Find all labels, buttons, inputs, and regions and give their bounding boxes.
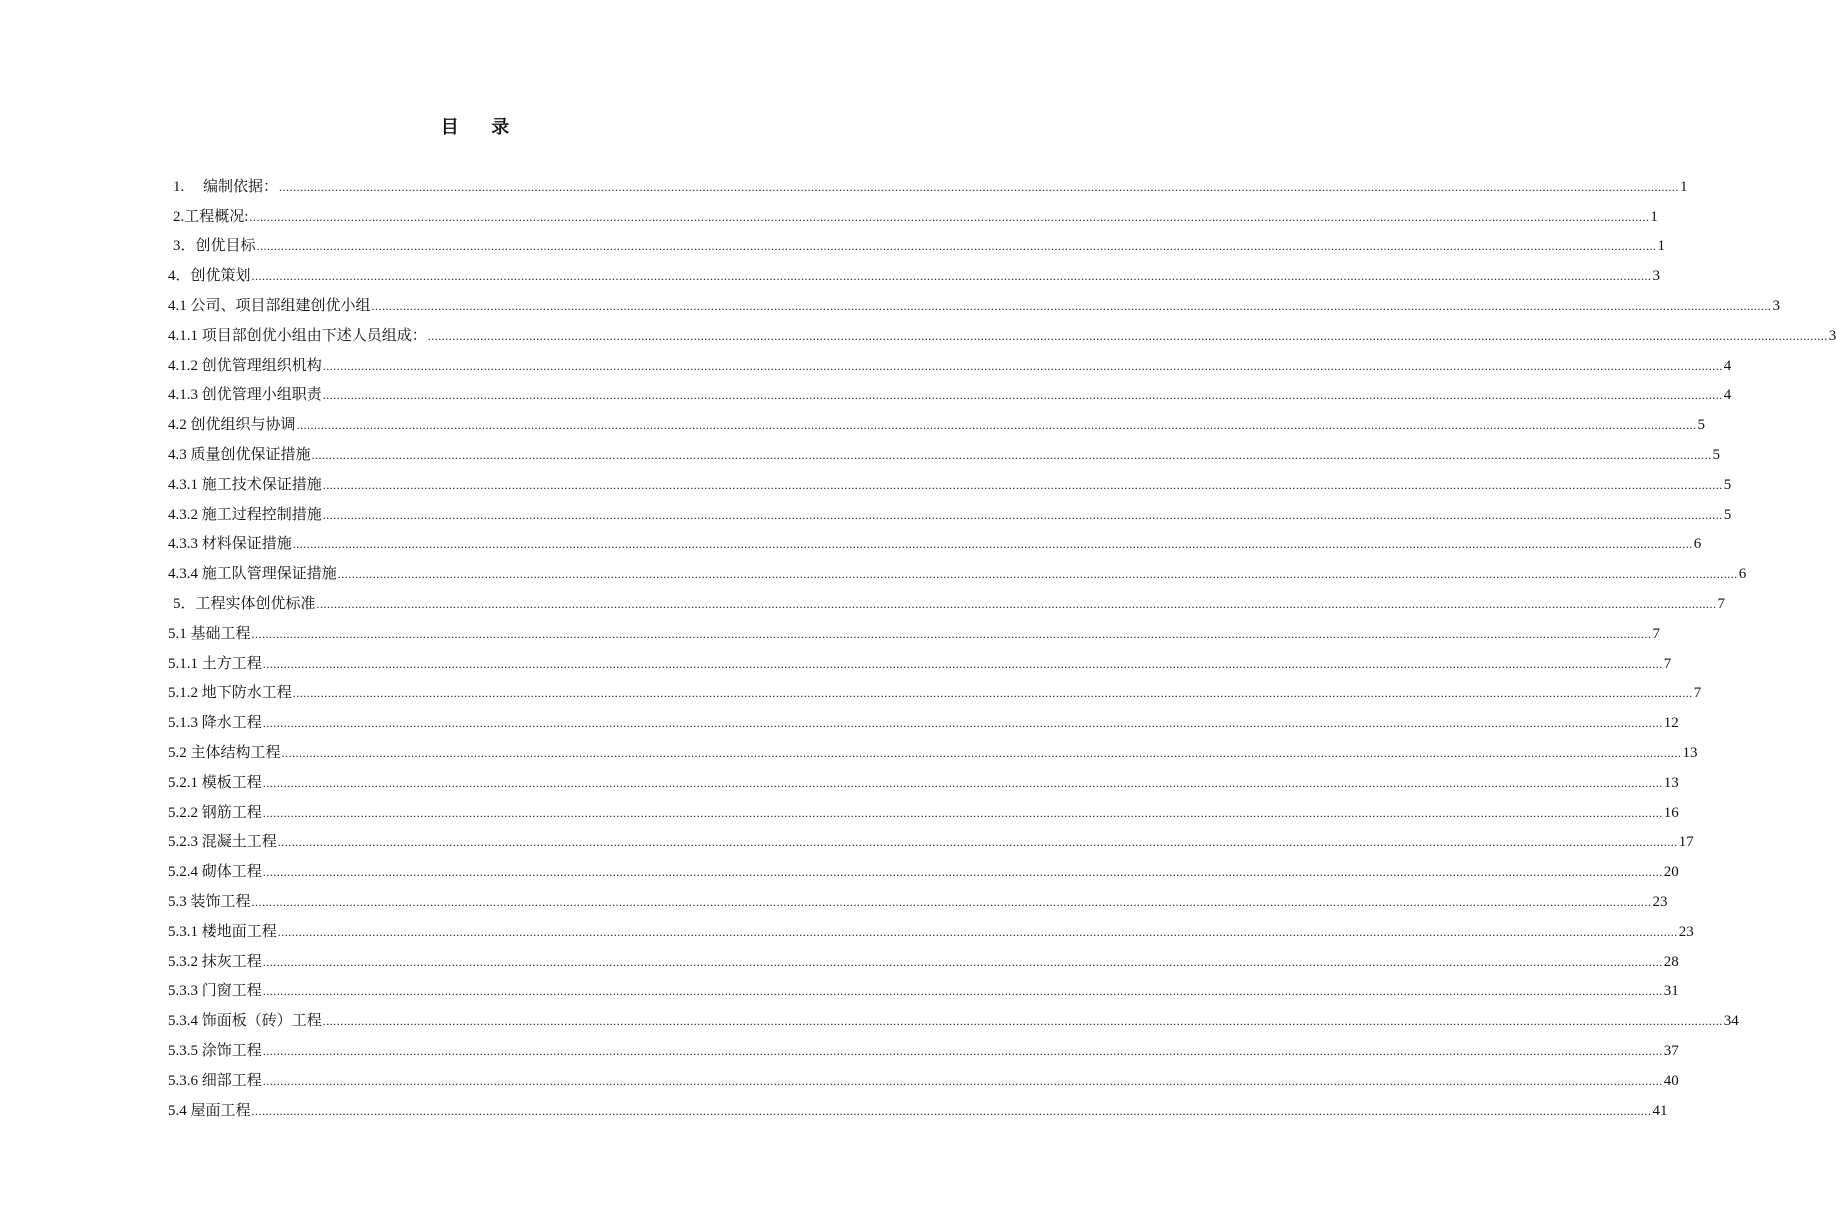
- toc-entry-page-number: 3: [1652, 268, 1661, 285]
- toc-entry-page-number: 7: [1663, 655, 1672, 672]
- toc-entry-label: 5.1.1 土方工程: [168, 655, 262, 672]
- toc-entry[interactable]: [168, 673, 1702, 703]
- toc-entry-label: 4.3.3 材料保证措施: [168, 536, 292, 553]
- toc-entry[interactable]: [168, 643, 1672, 673]
- toc-entry-label: 4.3.2 施工过程控制措施: [168, 506, 322, 523]
- toc-entry[interactable]: [168, 375, 1732, 405]
- toc-entry[interactable]: [168, 345, 1732, 375]
- toc-entry-page-number: 16: [1663, 804, 1679, 821]
- toc-entry-page-number: 23: [1652, 893, 1668, 910]
- toc-entry-label: 5.2.4 砌体工程: [168, 864, 262, 881]
- toc-dot-leader: ................................................................................................................................................................................................................................................................................................................................................................................................................: [322, 1014, 1723, 1029]
- toc-entry[interactable]: [168, 285, 1781, 315]
- toc-dot-leader: ................................................................................................................................................................................................................................................................................................................................................................................................................: [262, 1043, 1663, 1058]
- toc-entry-page-number: 20: [1663, 864, 1679, 881]
- toc-entry-label: 5.3.6 细部工程: [168, 1072, 262, 1089]
- toc-entry-label: 4.3 质量创优保证措施: [168, 446, 311, 463]
- toc-entry-label: 3．创优目标: [173, 238, 256, 255]
- toc-dot-leader: ................................................................................................................................................................................................................................................................................................................................................................................................................: [249, 209, 1650, 224]
- toc-dot-leader: ................................................................................................................................................................................................................................................................................................................................................................................................................: [262, 656, 1663, 671]
- toc-entry-page-number: 3: [1772, 297, 1781, 314]
- toc-entry-page-number: 12: [1663, 715, 1679, 732]
- toc-dot-leader: ................................................................................................................................................................................................................................................................................................................................................................................................................: [371, 298, 1772, 313]
- toc-dot-leader: ................................................................................................................................................................................................................................................................................................................................................................................................................: [427, 328, 1828, 343]
- toc-entry-page-number: 31: [1663, 983, 1679, 1000]
- toc-title: 目 录: [440, 117, 524, 137]
- toc-entry-label: 5.1.2 地下防水工程: [168, 685, 292, 702]
- toc-entry-page-number: 6: [1738, 566, 1747, 583]
- toc-entry[interactable]: [168, 404, 1706, 434]
- toc-entry-label: 5.2.2 钢筋工程: [168, 804, 262, 821]
- toc-entry[interactable]: [168, 434, 1721, 464]
- toc-entry[interactable]: [168, 762, 1679, 792]
- toc-entry-label: 5．工程实体创优标准: [173, 595, 316, 612]
- toc-entry-label: 4.2 创优组织与协调: [168, 417, 296, 434]
- toc-entry-page-number: 13: [1682, 744, 1698, 761]
- toc-entry-label: 4.1.3 创优管理小组职责: [168, 387, 322, 404]
- toc-dot-leader: ................................................................................................................................................................................................................................................................................................................................................................................................................: [322, 507, 1723, 522]
- toc-entry-page-number: 7: [1717, 595, 1726, 612]
- toc-dot-leader: ................................................................................................................................................................................................................................................................................................................................................................................................................: [281, 745, 1682, 760]
- toc-list: [168, 166, 1836, 1120]
- toc-entry-page-number: 7: [1693, 685, 1702, 702]
- toc-entry-label: 4.3.4 施工队管理保证措施: [168, 566, 337, 583]
- toc-entry[interactable]: [168, 732, 1698, 762]
- toc-entry-page-number: 3: [1828, 327, 1836, 344]
- toc-entry-page-number: 4: [1723, 357, 1732, 374]
- toc-dot-leader: ................................................................................................................................................................................................................................................................................................................................................................................................................: [316, 596, 1717, 611]
- toc-dot-leader: ................................................................................................................................................................................................................................................................................................................................................................................................................: [251, 269, 1652, 284]
- toc-entry-page-number: 37: [1663, 1042, 1679, 1059]
- toc-dot-leader: ................................................................................................................................................................................................................................................................................................................................................................................................................: [296, 418, 1697, 433]
- toc-entry-page-number: 5: [1723, 476, 1732, 493]
- toc-dot-leader: ................................................................................................................................................................................................................................................................................................................................................................................................................: [292, 537, 1693, 552]
- toc-entry[interactable]: [168, 792, 1679, 822]
- toc-entry[interactable]: [168, 911, 1694, 941]
- toc-entry[interactable]: [168, 524, 1702, 554]
- toc-entry-label: 5.2 主体结构工程: [168, 744, 281, 761]
- toc-dot-leader: ................................................................................................................................................................................................................................................................................................................................................................................................................: [322, 477, 1723, 492]
- toc-dot-leader: ................................................................................................................................................................................................................................................................................................................................................................................................................: [292, 686, 1693, 701]
- toc-entry-label: 5.1.3 降水工程: [168, 715, 262, 732]
- toc-entry[interactable]: [168, 851, 1679, 881]
- toc-entry-page-number: 41: [1652, 1102, 1668, 1119]
- toc-entry-page-number: 5: [1697, 417, 1706, 434]
- toc-entry[interactable]: [168, 822, 1694, 852]
- toc-dot-leader: ................................................................................................................................................................................................................................................................................................................................................................................................................: [262, 984, 1663, 999]
- toc-entry-page-number: 1: [1650, 208, 1658, 225]
- toc-entry-page-number: 13: [1663, 774, 1679, 791]
- toc-dot-leader: ................................................................................................................................................................................................................................................................................................................................................................................................................: [322, 358, 1723, 373]
- toc-entry-page-number: 6: [1693, 536, 1702, 553]
- toc-entry[interactable]: [168, 1060, 1679, 1090]
- toc-entry[interactable]: [168, 971, 1679, 1001]
- toc-dot-leader: ................................................................................................................................................................................................................................................................................................................................................................................................................: [279, 179, 1680, 194]
- toc-dot-leader: ................................................................................................................................................................................................................................................................................................................................................................................................................: [262, 716, 1663, 731]
- toc-dot-leader: ................................................................................................................................................................................................................................................................................................................................................................................................................: [262, 954, 1663, 969]
- toc-dot-leader: ................................................................................................................................................................................................................................................................................................................................................................................................................: [251, 626, 1652, 641]
- toc-entry[interactable]: [168, 702, 1679, 732]
- toc-dot-leader: ................................................................................................................................................................................................................................................................................................................................................................................................................: [251, 894, 1652, 909]
- toc-entry-label: 5.3.1 楼地面工程: [168, 923, 277, 940]
- toc-entry[interactable]: [168, 196, 1658, 226]
- toc-entry-label: 5.3.5 涂饰工程: [168, 1042, 262, 1059]
- toc-entry-label: 5.3.2 抹灰工程: [168, 953, 262, 970]
- toc-dot-leader: ................................................................................................................................................................................................................................................................................................................................................................................................................: [337, 567, 1738, 582]
- toc-entry-label: 5.3 装饰工程: [168, 893, 251, 910]
- toc-entry-page-number: 23: [1678, 923, 1694, 940]
- toc-entry[interactable]: [168, 941, 1679, 971]
- toc-entry-page-number: 40: [1663, 1072, 1679, 1089]
- toc-entry[interactable]: [168, 315, 1836, 345]
- toc-entry-label: 4．创优策划: [168, 268, 251, 285]
- toc-entry[interactable]: [168, 613, 1661, 643]
- toc-entry-page-number: 34: [1723, 1013, 1739, 1030]
- toc-dot-leader: ................................................................................................................................................................................................................................................................................................................................................................................................................: [311, 447, 1712, 462]
- toc-entry-page-number: 5: [1723, 506, 1732, 523]
- toc-entry[interactable]: [168, 464, 1732, 494]
- toc-entry-label: 4.1 公司、项目部组建创优小组: [168, 297, 371, 314]
- toc-entry[interactable]: [168, 166, 1688, 196]
- toc-dot-leader: ................................................................................................................................................................................................................................................................................................................................................................................................................: [256, 239, 1657, 254]
- toc-dot-leader: ................................................................................................................................................................................................................................................................................................................................................................................................................: [262, 775, 1663, 790]
- toc-dot-leader: ................................................................................................................................................................................................................................................................................................................................................................................................................: [277, 835, 1678, 850]
- toc-dot-leader: ................................................................................................................................................................................................................................................................................................................................................................................................................: [251, 1103, 1652, 1118]
- toc-entry[interactable]: [168, 1000, 1739, 1030]
- toc-entry-page-number: 1: [1657, 238, 1666, 255]
- toc-entry[interactable]: [168, 1090, 1668, 1120]
- toc-entry-label: 5.2.1 模板工程: [168, 774, 262, 791]
- toc-entry-page-number: 1: [1680, 178, 1688, 195]
- toc-entry[interactable]: [168, 1030, 1679, 1060]
- toc-dot-leader: ................................................................................................................................................................................................................................................................................................................................................................................................................: [277, 924, 1678, 939]
- toc-entry[interactable]: [168, 226, 1666, 256]
- toc-entry-label: 5.1 基础工程: [168, 625, 251, 642]
- toc-entry-page-number: 5: [1712, 446, 1721, 463]
- toc-dot-leader: ................................................................................................................................................................................................................................................................................................................................................................................................................: [262, 865, 1663, 880]
- toc-entry-page-number: 4: [1723, 387, 1732, 404]
- toc-entry-page-number: 17: [1678, 834, 1694, 851]
- toc-entry-label: 5.4 屋面工程: [168, 1102, 251, 1119]
- toc-entry-label: 5.3.3 门窗工程: [168, 983, 262, 1000]
- toc-entry-label: 4.3.1 施工技术保证措施: [168, 476, 322, 493]
- toc-entry-page-number: 28: [1663, 953, 1679, 970]
- toc-entry-label: 1. 编制依据：: [173, 178, 279, 195]
- toc-dot-leader: ................................................................................................................................................................................................................................................................................................................................................................................................................: [262, 805, 1663, 820]
- toc-entry[interactable]: [168, 553, 1747, 583]
- toc-entry-label: 4.1.2 创优管理组织机构: [168, 357, 322, 374]
- toc-entry-page-number: 7: [1652, 625, 1661, 642]
- toc-entry[interactable]: [168, 255, 1661, 285]
- toc-entry[interactable]: [168, 494, 1732, 524]
- toc-dot-leader: ................................................................................................................................................................................................................................................................................................................................................................................................................: [322, 388, 1723, 403]
- toc-entry[interactable]: [168, 583, 1726, 613]
- toc-entry-label: 5.3.4 饰面板（砖）工程: [168, 1013, 322, 1030]
- toc-entry-label: 4.1.1 项目部创优小组由下述人员组成：: [168, 327, 427, 344]
- toc-entry[interactable]: [168, 881, 1668, 911]
- toc-dot-leader: ................................................................................................................................................................................................................................................................................................................................................................................................................: [262, 1073, 1663, 1088]
- toc-entry-label: 5.2.3 混凝土工程: [168, 834, 277, 851]
- toc-entry-label: 2.工程概况:: [173, 208, 249, 225]
